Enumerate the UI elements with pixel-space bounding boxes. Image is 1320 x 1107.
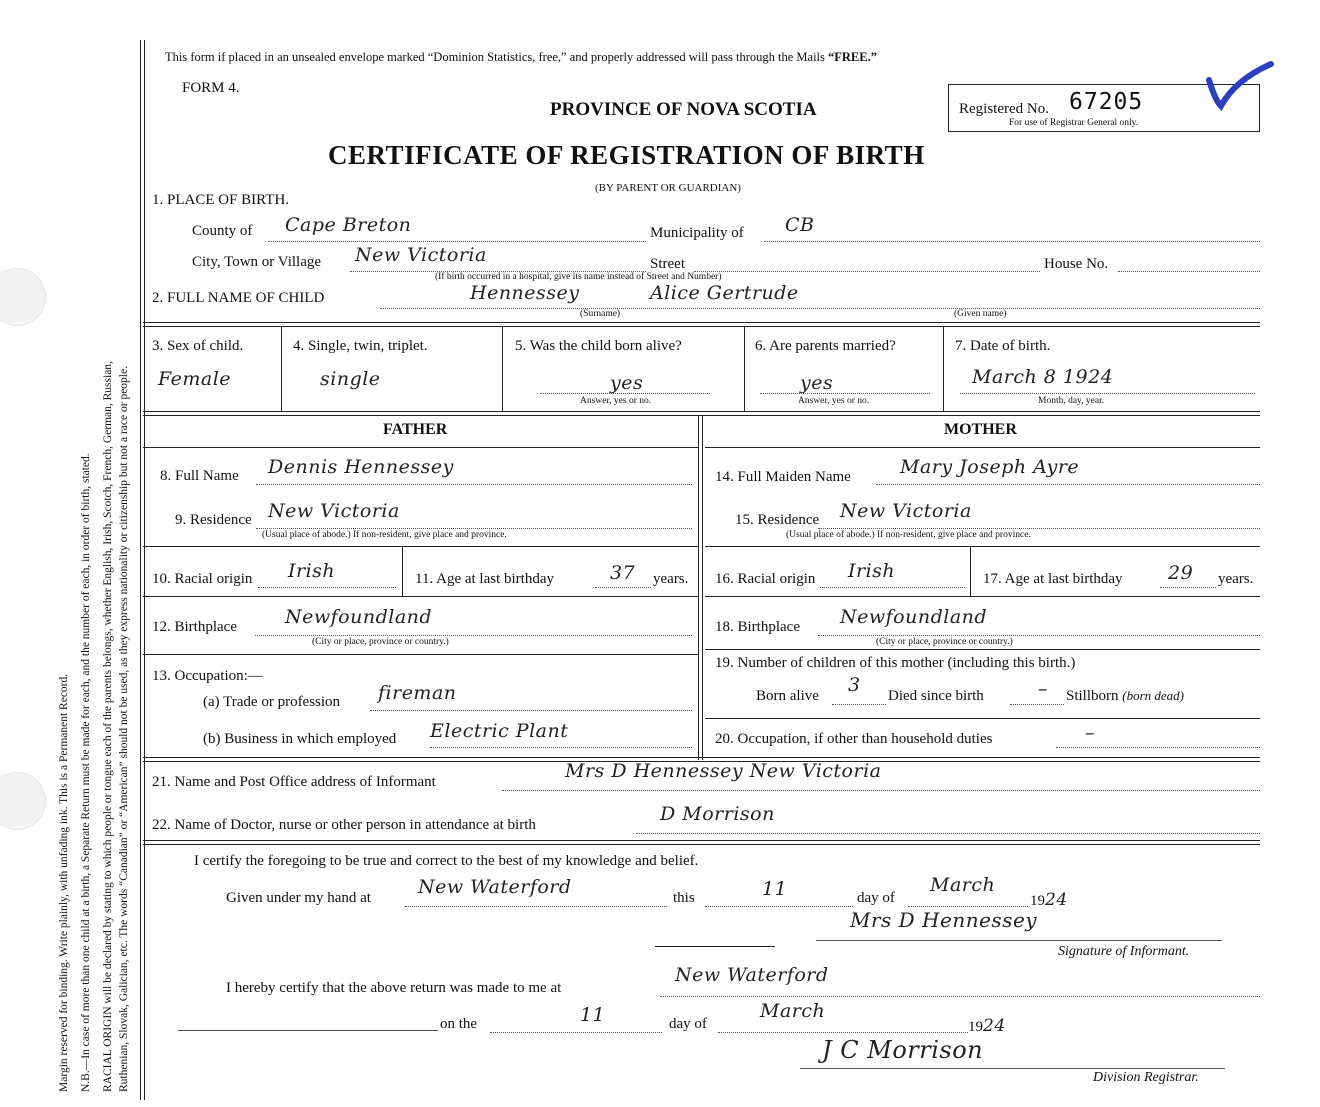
certification-statement: I certify the foregoing to be true and correct to the best of my knowledge and belief. bbox=[194, 853, 699, 869]
informant-label: 21. Name and Post Office address of Informant bbox=[152, 774, 436, 790]
father-residence-value: New Victoria bbox=[268, 500, 400, 522]
hospital-note: (If birth occurred in a hospital, give its name instead of Street and Number) bbox=[435, 272, 722, 282]
children-count-label: 19. Number of children of this mother (including this birth.) bbox=[715, 655, 1076, 671]
born-alive-caption: Answer, yes or no. bbox=[580, 396, 652, 406]
given-name-caption: (Given name) bbox=[954, 309, 1007, 319]
mother-birthplace-caption: (City or place, province or country.) bbox=[876, 637, 1013, 647]
return-day-value: 11 bbox=[580, 1004, 606, 1026]
trade-label: (a) Trade or profession bbox=[203, 694, 341, 710]
form-number: FORM 4. bbox=[182, 80, 240, 96]
plurality-value: single bbox=[320, 368, 381, 390]
father-age-value: 37 bbox=[610, 562, 636, 584]
given-under-hand-label: Given under my hand at bbox=[226, 890, 371, 906]
return-month-value: March bbox=[760, 1000, 826, 1022]
informant-value: Mrs D Hennessey New Victoria bbox=[565, 760, 882, 782]
mother-occupation-value: – bbox=[1085, 722, 1095, 744]
mother-name-value: Mary Joseph Ayre bbox=[900, 456, 1080, 478]
given-place-value: New Waterford bbox=[418, 876, 572, 898]
born-alive-label: 5. Was the child born alive? bbox=[515, 338, 682, 354]
return-year: 1924 bbox=[968, 1016, 1006, 1036]
mother-name-label: 14. Full Maiden Name bbox=[715, 469, 851, 485]
father-age-label: 11. Age at last birthday bbox=[415, 571, 554, 587]
father-racial-origin-value: Irish bbox=[288, 560, 336, 582]
checkmark-icon bbox=[1205, 60, 1275, 112]
return-day-of-label: day of bbox=[669, 1016, 707, 1032]
mother-racial-origin-label: 16. Racial origin bbox=[715, 571, 816, 587]
mother-racial-origin-value: Irish bbox=[848, 560, 896, 582]
informant-signature-caption: Signature of Informant. bbox=[1058, 944, 1190, 959]
child-name-label: 2. FULL NAME OF CHILD bbox=[152, 290, 325, 306]
mother-age-label: 17. Age at last birthday bbox=[983, 571, 1123, 587]
mother-residence-caption: (Usual place of abode.) If non-resident, give place and province. bbox=[786, 530, 1031, 540]
mother-age-value: 29 bbox=[1168, 562, 1194, 584]
plurality-label: 4. Single, twin, triplet. bbox=[293, 338, 428, 354]
trade-value: fireman bbox=[378, 682, 457, 704]
sex-value: Female bbox=[158, 368, 232, 390]
father-age-unit: years. bbox=[653, 571, 689, 587]
binding-hole-top bbox=[0, 268, 46, 326]
died-since-birth-value: – bbox=[1038, 678, 1048, 700]
father-birthplace-caption: (City or place, province or country.) bbox=[312, 637, 449, 647]
mother-residence-value: New Victoria bbox=[840, 500, 972, 522]
father-residence-label: 9. Residence bbox=[175, 512, 252, 528]
binding-hole-bottom bbox=[0, 772, 46, 830]
parents-married-value: yes bbox=[800, 372, 834, 394]
county-value: Cape Breton bbox=[285, 214, 412, 236]
father-racial-origin-label: 10. Racial origin bbox=[152, 571, 253, 587]
binding-margin-line bbox=[140, 40, 145, 1100]
business-label: (b) Business in which employed bbox=[203, 731, 397, 747]
this-label: this bbox=[673, 890, 695, 906]
father-name-value: Dennis Hennessey bbox=[268, 456, 454, 478]
child-given-name-value: Alice Gertrude bbox=[650, 282, 799, 304]
father-occupation-label: 13. Occupation:— bbox=[152, 668, 263, 684]
father-birthplace-label: 12. Birthplace bbox=[152, 619, 237, 635]
registrar-caption: Division Registrar. bbox=[1093, 1070, 1199, 1085]
certificate-subtitle: (BY PARENT OR GUARDIAN) bbox=[595, 182, 741, 194]
mother-birthplace-value: Newfoundland bbox=[840, 606, 988, 628]
municipality-label: Municipality of bbox=[650, 225, 744, 241]
doctor-value: D Morrison bbox=[660, 803, 775, 825]
mother-occupation-label: 20. Occupation, if other than household duties bbox=[715, 731, 993, 747]
born-alive-count-label: Born alive bbox=[756, 688, 819, 704]
born-alive-value: yes bbox=[610, 372, 644, 394]
given-day-value: 11 bbox=[762, 878, 788, 900]
given-year: 1924 bbox=[1030, 890, 1068, 910]
city-label: City, Town or Village bbox=[192, 254, 322, 270]
given-month-value: March bbox=[930, 874, 996, 896]
margin-note-multiple-births: N.B.—In case of more than one child at a birth, a Separate Return must be made for each, and the number of each, in order of birth, stated. bbox=[80, 453, 92, 1092]
municipality-value: CB bbox=[785, 214, 815, 236]
registrar-signature: J C Morrison bbox=[822, 1036, 984, 1064]
born-alive-count-value: 3 bbox=[848, 674, 861, 696]
street-label: Street bbox=[650, 256, 685, 272]
sex-label: 3. Sex of child. bbox=[152, 338, 244, 354]
child-surname-value: Hennessey bbox=[470, 282, 580, 304]
informant-signature: Mrs D Hennessey bbox=[850, 908, 1038, 932]
house-number-label: House No. bbox=[1044, 256, 1109, 272]
father-birthplace-value: Newfoundland bbox=[285, 606, 433, 628]
margin-note-racial-origin: RACIAL ORIGIN will be declared by stating to which people or tongue each of the parents belongs, whether English, Irish, Scotch, French, German, Russian, bbox=[102, 361, 114, 1092]
margin-note-nationality: Ruthenian, Slovak, Galician, etc. The words “Canadian” or “American” should not be used, as they express nationality or citizenship but not a race or people. bbox=[118, 366, 130, 1092]
died-since-birth-label: Died since birth bbox=[888, 688, 984, 704]
date-of-birth-value: March 8 1924 bbox=[972, 366, 1114, 388]
mother-heading: MOTHER bbox=[944, 421, 1017, 438]
father-residence-caption: (Usual place of abode.) If non-resident, give place and province. bbox=[262, 530, 507, 540]
certificate-title: CERTIFICATE OF REGISTRATION OF BIRTH bbox=[328, 140, 925, 170]
mother-birthplace-label: 18. Birthplace bbox=[715, 619, 800, 635]
return-place-value: New Waterford bbox=[675, 964, 829, 986]
postal-notice: This form if placed in an unsealed envelope marked “Dominion Statistics, free,” and properly addressed will pass through the Mails “FREE.” bbox=[165, 50, 877, 64]
margin-note-binding: Margin reserved for binding. Write plainly, with unfading ink. This is a Permanent Record. bbox=[58, 673, 70, 1092]
stillborn-label: Stillborn (born dead) bbox=[1066, 688, 1185, 704]
day-of-label: day of bbox=[857, 890, 895, 906]
registered-number: 67205 bbox=[1069, 89, 1144, 115]
place-of-birth-heading: 1. PLACE OF BIRTH. bbox=[152, 192, 290, 208]
parents-married-label: 6. Are parents married? bbox=[755, 338, 896, 354]
father-name-label: 8. Full Name bbox=[160, 468, 239, 484]
doctor-label: 22. Name of Doctor, nurse or other person in attendance at birth bbox=[152, 817, 536, 833]
mother-age-unit: years. bbox=[1218, 571, 1254, 587]
parents-married-caption: Answer, yes or no. bbox=[798, 396, 870, 406]
registrar-note: For use of Registrar General only. bbox=[1009, 118, 1139, 128]
on-the-label: on the bbox=[440, 1016, 478, 1032]
province-heading: PROVINCE OF NOVA SCOTIA bbox=[550, 99, 817, 120]
date-of-birth-label: 7. Date of birth. bbox=[955, 338, 1051, 354]
father-heading: FATHER bbox=[383, 421, 448, 438]
business-value: Electric Plant bbox=[430, 720, 569, 742]
surname-caption: (Surname) bbox=[580, 309, 621, 319]
registered-label: Registered No. bbox=[959, 101, 1049, 117]
return-statement: I hereby certify that the above return was made to me at bbox=[226, 980, 562, 996]
date-of-birth-caption: Month, day, year. bbox=[1038, 396, 1105, 406]
mother-residence-label: 15. Residence bbox=[735, 512, 820, 528]
city-value: New Victoria bbox=[355, 244, 487, 266]
county-label: County of bbox=[192, 223, 253, 239]
